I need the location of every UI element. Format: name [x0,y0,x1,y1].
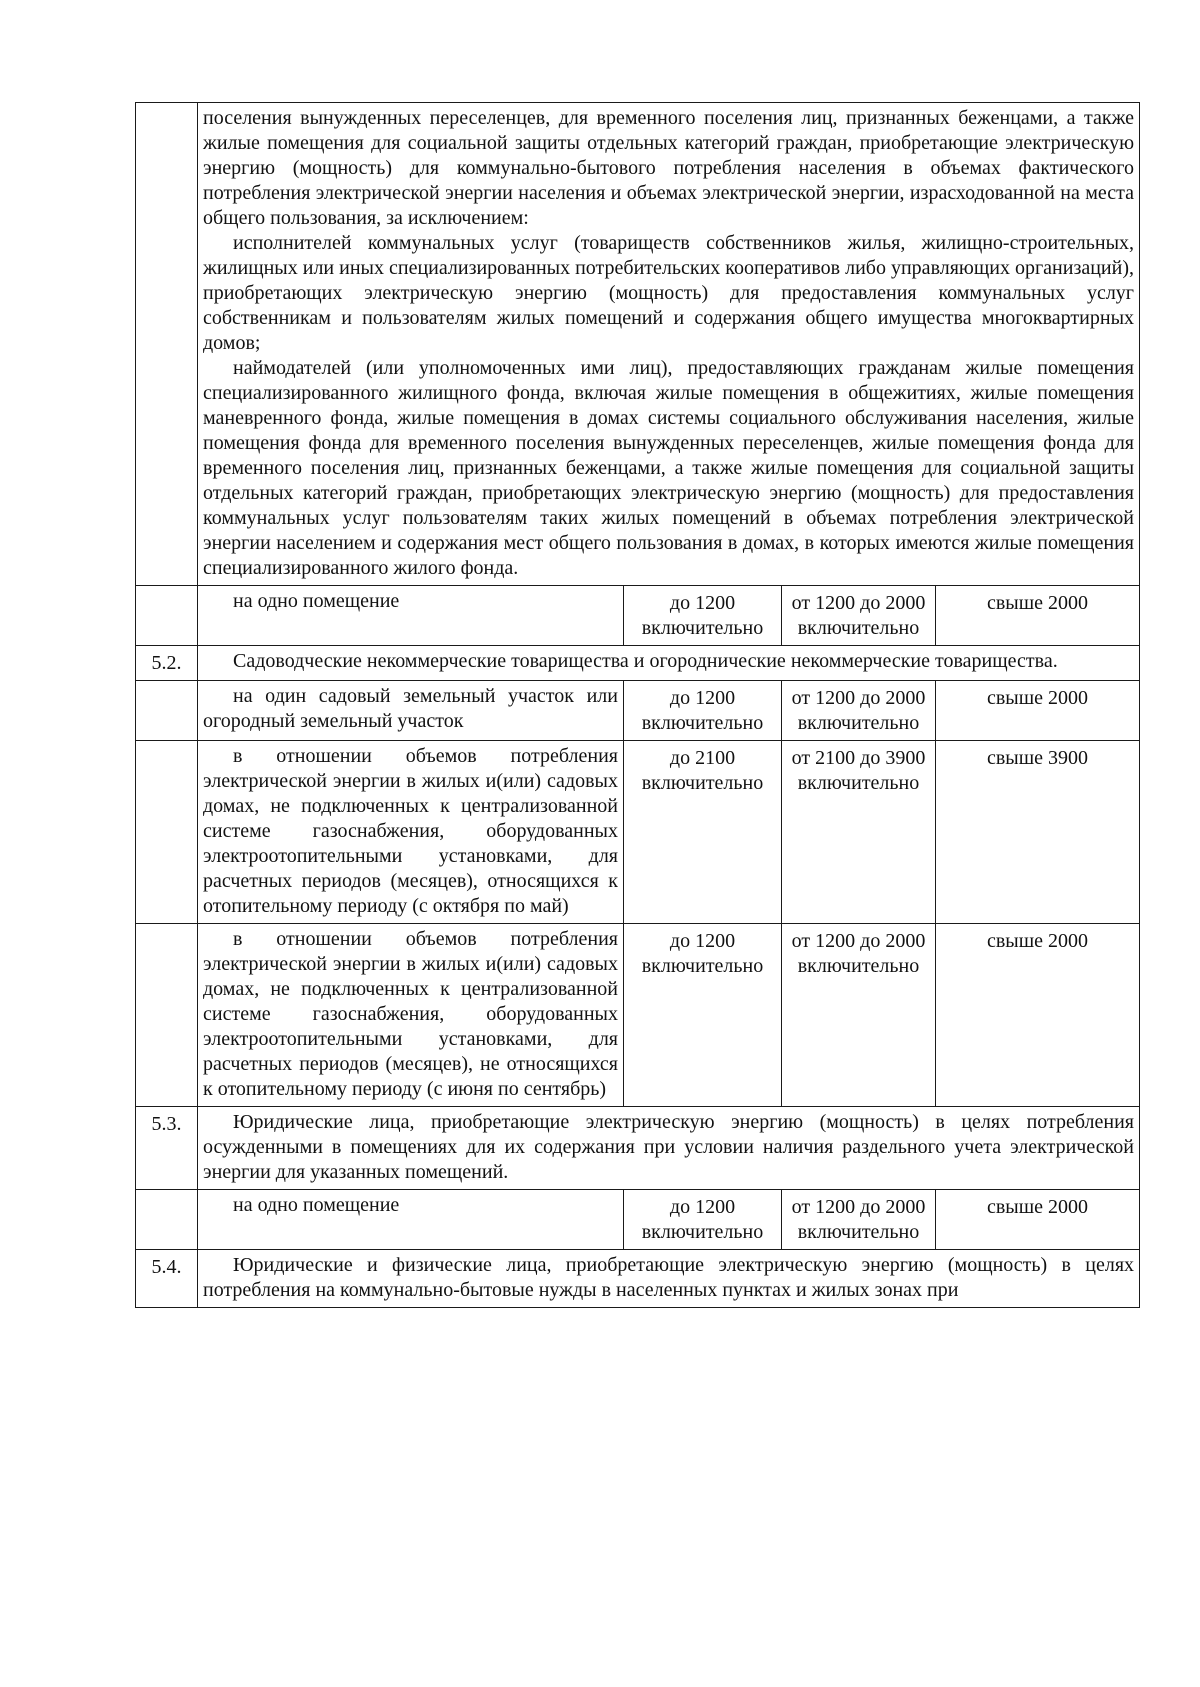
row-number-empty [136,741,198,924]
table-row [136,586,1140,646]
intro-paragraph: поселения вынужденных переселенцев, для временного поселения лиц, признанных беженцами, а также жилые помещения для социальной защиты отдельных категорий граждан, приобретающие электрическую энергию (мощность) для коммунально-бытового потребления населения в объемах фактического потребления электрической энергии населения и объемах электрической энергии, израсходованной на места общего пользования, за исключением: [203,107,1135,229]
section-title: Юридические лица, приобретающие электрическую энергию (мощность) в целях потребления осужденными в помещениях для их содержания при условии наличия раздельного учета электрической энергии для указанных помещений. [198,1107,1140,1190]
table-row [136,741,1140,924]
intro-text-row [136,103,1140,586]
row-number-empty [136,924,198,1107]
range-high: свыше 2000 [936,924,1140,1107]
section-title: Садоводческие некоммерческие товарищества и огороднические некоммерческие товарищества. [198,646,1140,681]
section-header-row [136,1107,1140,1190]
range-high: свыше 2000 [936,586,1140,646]
row-label: в отношении объемов потребления электрической энергии в жилых и(или) садовых домах, не подключенных к централизованной системе газоснабжения, оборудованных электроотопительными установками, для расчетных периодов (месяцев), не относящихся к отопительному периоду (с июня по сентябрь) [198,924,624,1107]
range-high: свыше 3900 [936,741,1140,924]
intro-paragraph: исполнителей коммунальных услуг (товариществ собственников жилья, жилищно-строительных, жилищных или иных специализированных потребительских кооперативов либо управляющих организаций), приобретающих электрическую энергию (мощность) для предоставления коммунальных услуг собственникам и пользователям жилых помещений и содержания общего имущества многоквартирных домов; [203,232,1135,354]
range-mid: от 1200 до 2000 включительно [782,924,936,1107]
section-header-row [136,646,1140,681]
intro-paragraph: наймодателей (или уполномоченных ими лиц), предоставляющих гражданам жилые помещения специализированного жилищного фонда, включая жилые помещения в общежитиях, жилые помещения маневренного фонда, жилые помещения в домах системы социального обслуживания населения, жилые помещения фонда для временного поселения вынужденных переселенцев, жилые помещения фонда для временного поселения лиц, признанных беженцами, а также жилые помещения для социальной защиты отдельных категорий граждан, приобретающих электрическую энергию (мощность) для предоставления коммунальных услуг пользователям таких жилых помещений в объемах потребления электрической энергии населением и содержания мест общего пользования в домах, в которых имеются жилые помещения специализированного жилого фонда. [203,357,1135,579]
section-number: 5.4. [136,1250,198,1308]
range-mid: от 1200 до 2000 включительно [782,1190,936,1250]
range-high: свыше 2000 [936,681,1140,741]
consumption-range-table [135,102,1140,1308]
row-number-empty [136,586,198,646]
table-row [136,1190,1140,1250]
range-low: до 2100 включительно [624,741,782,924]
row-number-empty [136,1190,198,1250]
section-title: Юридические и физические лица, приобретающие электрическую энергию (мощность) в целях потребления на коммунально-бытовые нужды в населенных пунктах и жилых зонах при [198,1250,1140,1308]
range-mid: от 2100 до 3900 включительно [782,741,936,924]
table-row [136,924,1140,1107]
row-label: на одно помещение [198,1190,624,1250]
tariff-table-page [135,102,1139,1308]
range-low: до 1200 включительно [624,1190,782,1250]
range-low: до 1200 включительно [624,924,782,1107]
section-header-row [136,1250,1140,1308]
section-number: 5.3. [136,1107,198,1190]
range-mid: от 1200 до 2000 включительно [782,681,936,741]
row-number-empty [136,681,198,741]
range-low: до 1200 включительно [624,586,782,646]
row-label: на один садовый земельный участок или огородный земельный участок [198,681,624,741]
row-number-empty [136,103,198,586]
row-label: в отношении объемов потребления электрической энергии в жилых и(или) садовых домах, не подключенных к централизованной системе газоснабжения, оборудованных электроотопительными установками, для расчетных периодов (месяцев), относящихся к отопительному периоду (с октября по май) [198,741,624,924]
section-number: 5.2. [136,646,198,681]
range-low: до 1200 включительно [624,681,782,741]
range-high: свыше 2000 [936,1190,1140,1250]
row-label: на одно помещение [198,586,624,646]
range-mid: от 1200 до 2000 включительно [782,586,936,646]
intro-text-cell [198,103,1140,586]
table-row [136,681,1140,741]
